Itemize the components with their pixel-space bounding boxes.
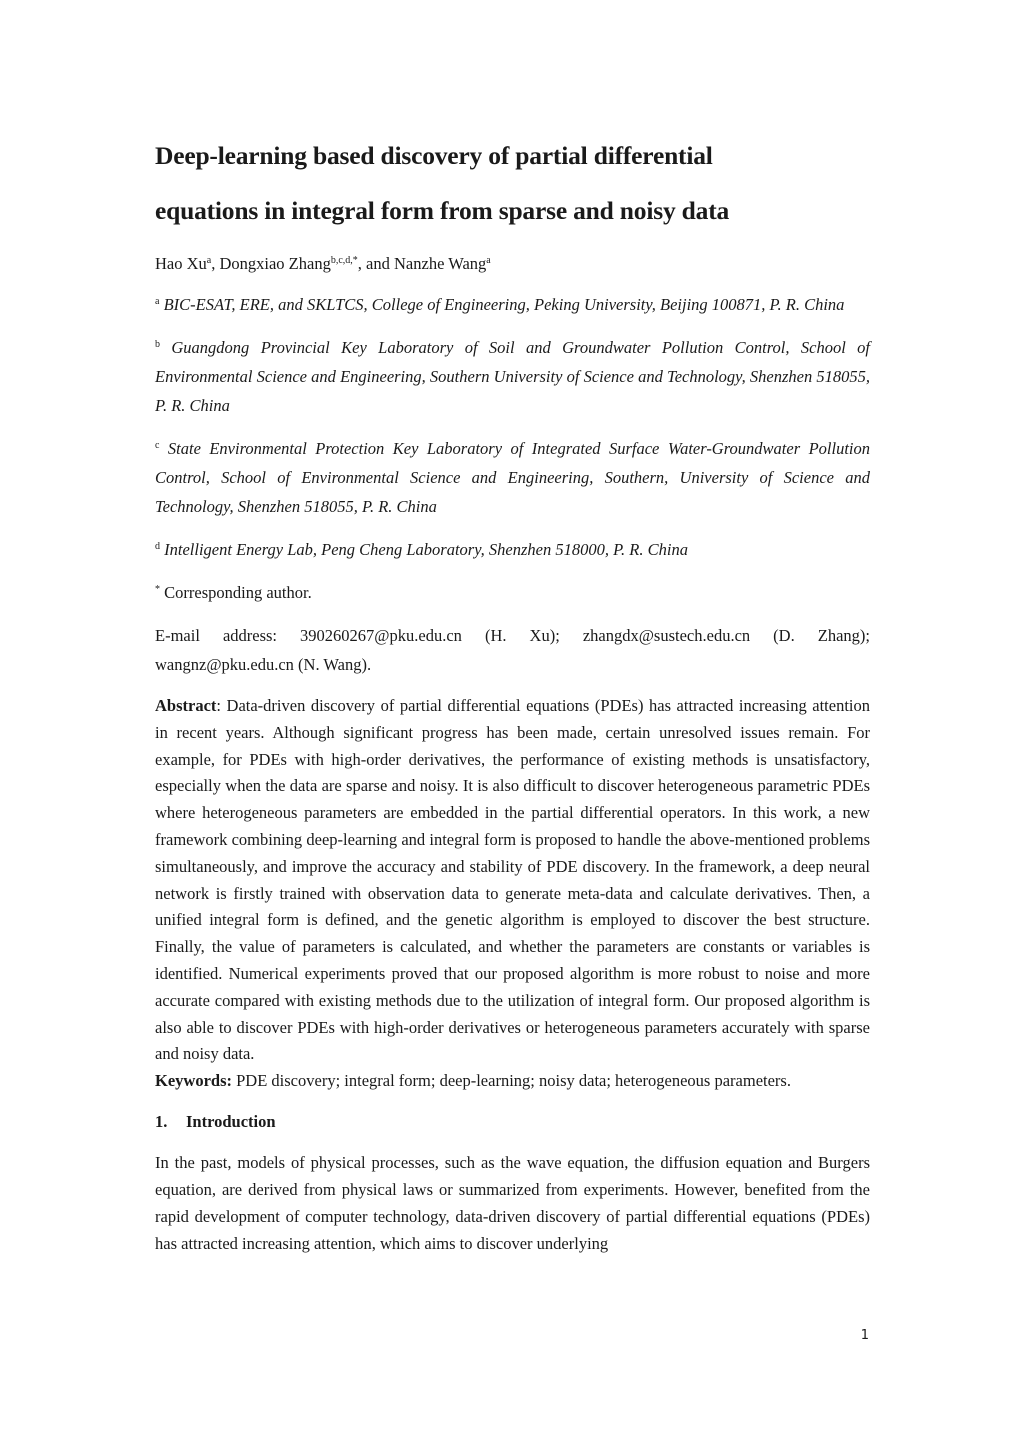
affiliation-mark: b xyxy=(155,339,160,350)
paper-title xyxy=(155,128,870,238)
affiliation-mark: a xyxy=(155,296,160,307)
paper-page xyxy=(155,128,870,1257)
introduction-paragraph: In the past, models of physical processes, such as the wave equation, the diffusion equation and Burgers equation, are derived from physical laws or summarized from experiments. However, benefited from the rapid development of computer technology, data-driven discovery of partial differential equations (PDEs) has attracted increasing attention, which aims to discover underlying xyxy=(155,1152,870,1253)
affiliation-a xyxy=(155,290,870,319)
author-name: Hao Xu xyxy=(155,254,207,273)
title-line-1: Deep-learning based discovery of partial differential xyxy=(155,141,713,170)
affiliation-text: BIC-ESAT, ERE, and SKLTCS, College of Engineering, Peking University, Beijing 100871, P. R. China xyxy=(159,295,845,314)
affiliation-text: Intelligent Energy Lab, Peng Cheng Laboratory, Shenzhen 518000, P. R. China xyxy=(160,540,688,559)
author-affiliation-mark: b,c,d,* xyxy=(330,255,358,266)
abstract xyxy=(155,693,870,1068)
section-heading xyxy=(155,1109,870,1135)
corresponding-author xyxy=(155,578,870,607)
author-separator: , and xyxy=(357,254,394,273)
email-addresses: E-mail address: 390260267@pku.edu.cn (H. Xu); zhangdx@sustech.edu.cn (D. Zhang); wangnz@pku.edu.cn (N. Wang). xyxy=(155,626,870,674)
author-separator: , xyxy=(211,254,220,273)
author-affiliation-mark: a xyxy=(486,255,491,266)
corresponding-mark: * xyxy=(155,584,160,595)
affiliation-b xyxy=(155,333,870,420)
author-name: Dongxiao Zhang xyxy=(219,254,331,273)
affiliation-mark: d xyxy=(155,541,160,552)
affiliation-c xyxy=(155,434,870,521)
keywords xyxy=(155,1068,870,1095)
section-number: 1. xyxy=(155,1111,168,1131)
author-affiliation-mark: a xyxy=(206,255,212,266)
page-number: 1 xyxy=(860,1328,869,1343)
affiliation-d xyxy=(155,535,870,564)
abstract-text: : Data-driven discovery of partial differential equations (PDEs) has attracted increasing attention in recent years. Although significant progress has been made, certain unresolved issues remain. For example, for PDEs with high-order derivatives, the performance of existing methods is unsatisfactory, especially when the data are sparse and noisy. It is also difficult to discover heterogeneous parametric PDEs where heterogeneous parameters are embedded in the partial differential operators. In this work, a new framework combining deep-learning and integral form is proposed to handle the above-mentioned problems simultaneously, and improve the accuracy and stability of PDE discovery. In the framework, a deep neural network is firstly trained with observation data to generate meta-data and calculate derivatives. Then, a unified integral form is defined, and the genetic algorithm is employed to discover the best structure. Finally, the value of parameters is calculated, and whether the parameters are constants or variables is identified. Numerical experiments proved that our proposed algorithm is more robust to noise and more accurate compared with existing methods due to the utilization of integral form. Our proposed algorithm is also able to discover PDEs with high-order derivatives or heterogeneous parameters accurately with sparse and noisy data. xyxy=(155,696,870,1064)
corresponding-text: Corresponding author. xyxy=(160,583,312,602)
affiliation-text: Guangdong Provincial Key Laboratory of Soil and Groundwater Pollution Control, School of Environmental Science and Engineering, Southern University of Science and Technology, Shenzhen 518055, P. R. China xyxy=(155,338,870,415)
affiliation-mark: c xyxy=(155,440,160,451)
author-name: Nanzhe Wang xyxy=(394,254,487,273)
abstract-label: Abstract xyxy=(155,696,217,715)
keywords-text: PDE discovery; integral form; deep-learning; noisy data; heterogeneous parameters. xyxy=(232,1071,791,1091)
title-line-2: equations in integral form from sparse and noisy data xyxy=(155,196,730,225)
section-title: Introduction xyxy=(186,1111,276,1131)
keywords-label: Keywords: xyxy=(155,1071,232,1091)
affiliation-text: State Environmental Protection Key Laboratory of Integrated Surface Water-Groundwater Pollution Control, School of Environmental Science and Engineering, Southern, University of Science and Technology, Shenzhen 518055, P. R. China xyxy=(155,439,870,516)
author-list xyxy=(155,252,870,276)
